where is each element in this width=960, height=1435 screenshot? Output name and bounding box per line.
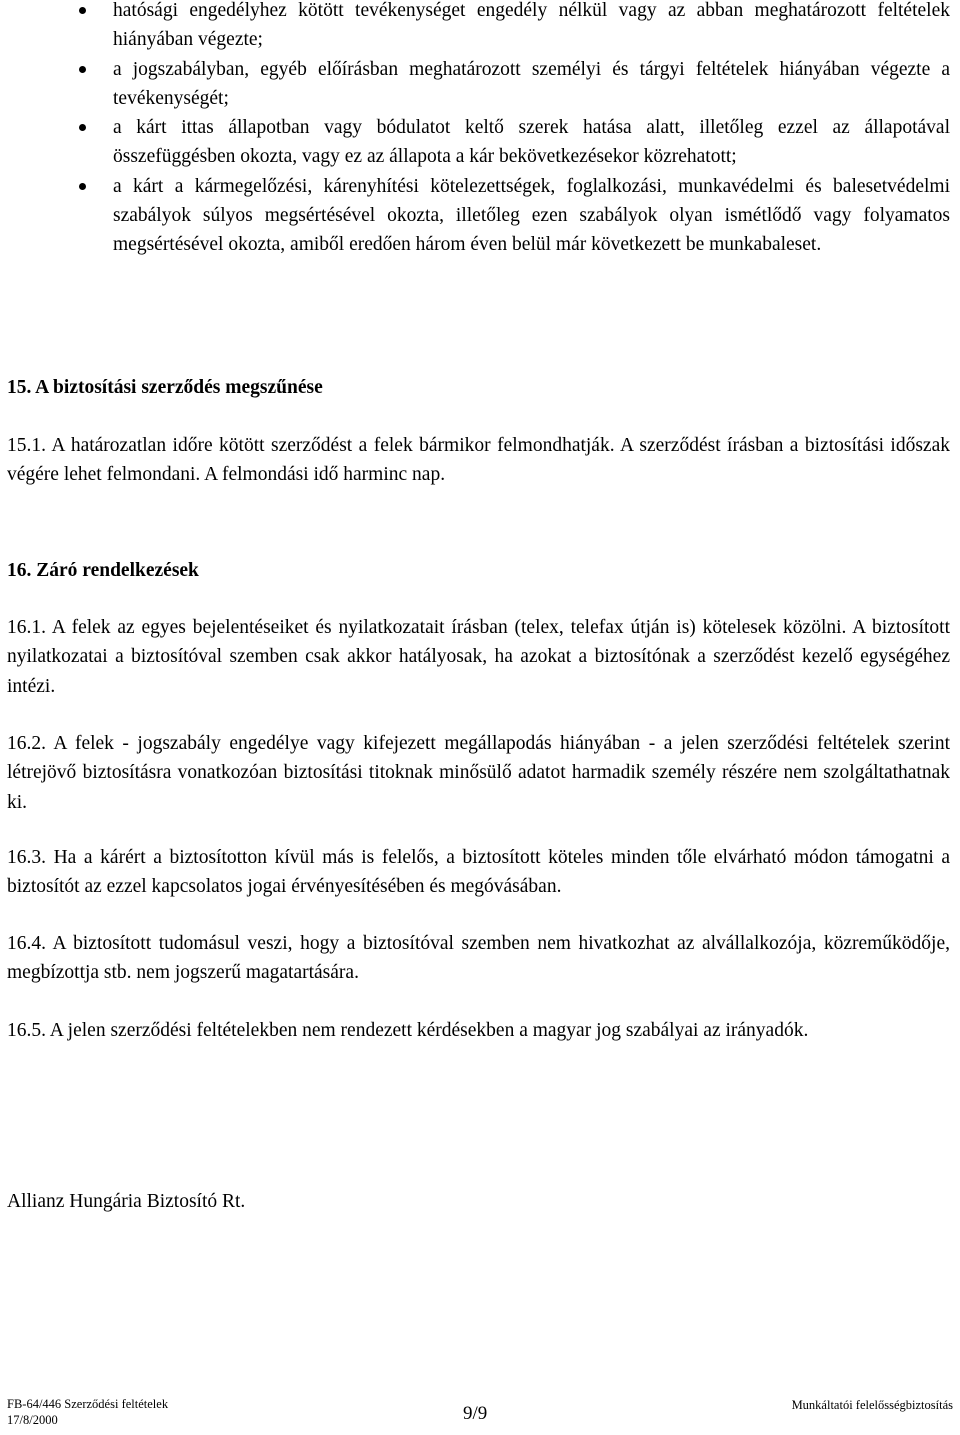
paragraph-16-5: 16.5. A jelen szerződési feltételekben nem rendezett kérdésekben a magyar jog szabályai az irányadók. xyxy=(7,1020,809,1041)
footer-date: 17/8/2000 xyxy=(7,1413,58,1427)
list-item-text: a kárt ittas állapotban vagy bódulatot keltő szerek hatása alatt, illetőleg ezzel az állapotával összefüggésben okozta, vagy ez az állapota a kár bekövetkezésekor közrehatott; xyxy=(113,117,950,168)
bullet-icon xyxy=(79,124,86,131)
paragraph-16-4: 16.4. A biztosított tudomásul veszi, hogy a biztosítóval szemben nem hivatkozhat az alvállalkozója, közreműködője, megbízottja stb. nem jogszerű magatartására. xyxy=(7,933,950,984)
paragraph-16-2: 16.2. A felek - jogszabály engedélye vagy kifejezett megállapodás hiányában - a jelen szerződési feltételek szerint létrejövő biztosításra vonatkozóan biztosítási titoknak minősülő adatot harmadik személy részére nem szolgáltathatnak ki. xyxy=(7,733,950,813)
bullet-icon xyxy=(79,7,86,14)
footer-doc-id: FB-64/446 Szerződési feltételek xyxy=(7,1397,169,1411)
list-item xyxy=(0,55,960,114)
section-16-heading: 16. Záró rendelkezések xyxy=(7,560,199,581)
footer-left xyxy=(7,1396,168,1428)
bullet-icon xyxy=(79,66,86,73)
exclusion-list xyxy=(0,0,960,260)
footer-title: Munkáltatói felelősségbiztosítás xyxy=(791,1398,953,1412)
list-item xyxy=(0,0,960,55)
page-number: 9/9 xyxy=(463,1403,488,1424)
bullet-icon xyxy=(79,183,86,190)
signature-company: Allianz Hungária Biztosító Rt. xyxy=(7,1191,246,1212)
paragraph-15-1: 15.1. A határozatlan időre kötött szerződést a felek bármikor felmondhatják. A szerződést írásban a biztosítási időszak végére lehet felmondani. A felmondási idő harminc nap. xyxy=(7,435,950,486)
paragraph-16-1: 16.1. A felek az egyes bejelentéseiket és nyilatkozatait írásban (telex, telefax útján is) kötelesek közölni. A biztosított nyilatkozatai a biztosítóval szemben csak akkor hatályosak, ha azokat a biztosítónak a szerződést kezelő egységéhez intézi. xyxy=(7,617,950,697)
paragraph-16-3: 16.3. Ha a kárért a biztosítotton kívül más is felelős, a biztosított köteles minden tőle elvárható módon támogatni a biztosítót az ezzel kapcsolatos jogai érvényesítésében és megóvásában. xyxy=(7,847,950,898)
list-item xyxy=(0,172,960,260)
list-item-text: a kárt a kármegelőzési, kárenyhítési kötelezettségek, foglalkozási, munkavédelmi és balesetvédelmi szabályok súlyos megsértésével okozta, illetőleg ezen szabályok olyan ismétlődő vagy folyamatos megsértésével okozta, amiből eredően három éven belül már következett be munkabaleset. xyxy=(113,175,950,256)
list-item-text: hatósági engedélyhez kötött tevékenységet engedély nélkül vagy az abban meghatározott feltételek hiányában végezte; xyxy=(113,0,950,51)
section-15-heading: 15. A biztosítási szerződés megszűnése xyxy=(7,377,323,398)
list-item-text: a jogszabályban, egyéb előírásban meghatározott személyi és tárgyi feltételek hiányában végezte a tevékenységét; xyxy=(113,58,950,109)
list-item xyxy=(0,113,960,172)
